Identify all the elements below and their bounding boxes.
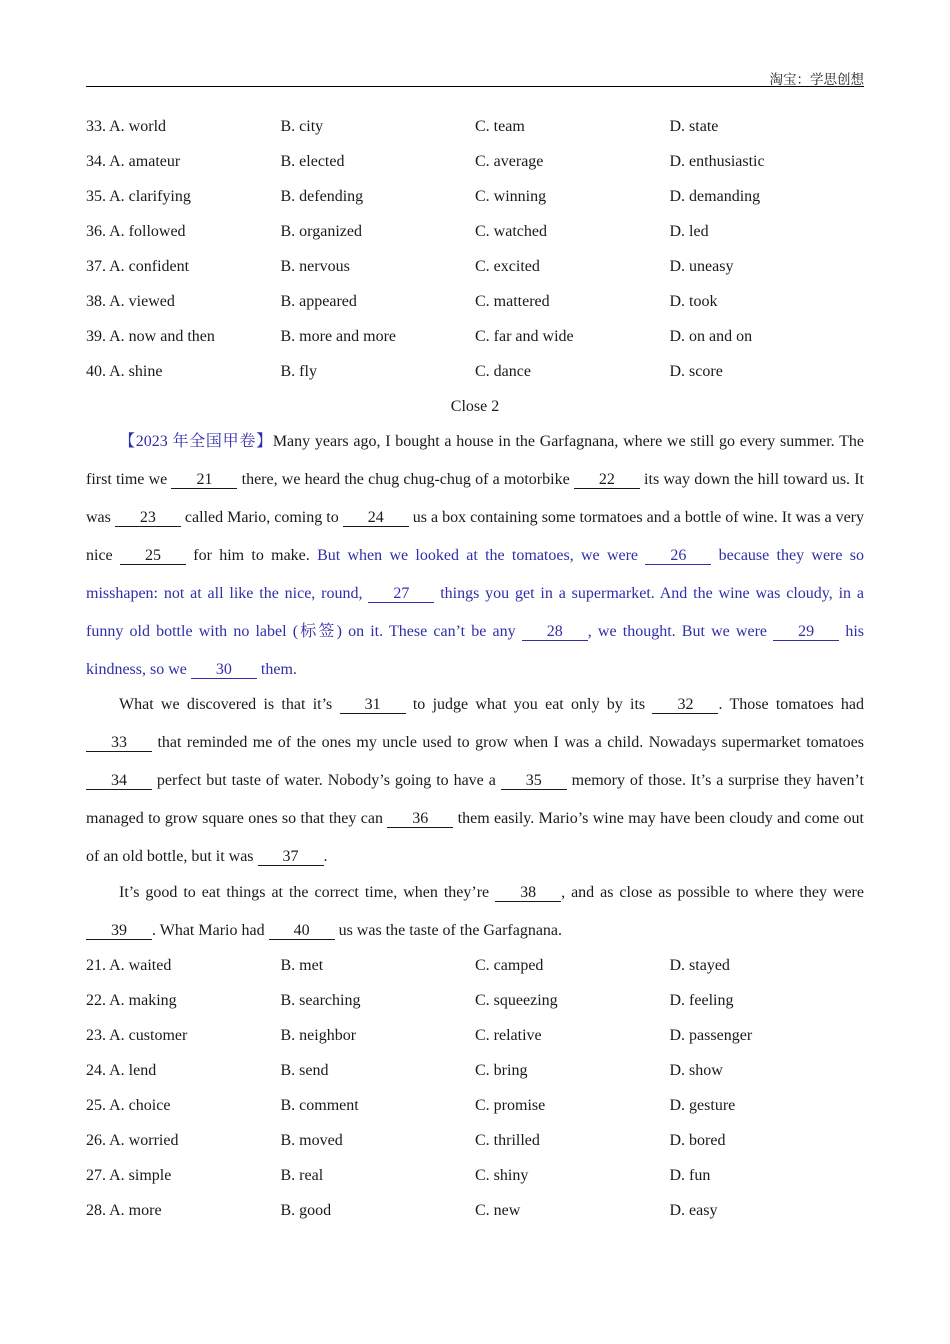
blank-34: 34	[86, 772, 152, 790]
passage-text: to judge what you eat only by its	[405, 696, 653, 713]
question-number: 22.	[86, 992, 106, 1009]
passage-text: .	[323, 848, 328, 865]
option-b: B. defending	[280, 188, 364, 205]
option-c: C. new	[475, 1202, 521, 1219]
option-c: C. bring	[475, 1062, 528, 1079]
option-row-39	[86, 319, 876, 354]
option-a: A. clarifying	[109, 188, 191, 205]
option-row-28	[86, 1193, 876, 1228]
option-d: D. passenger	[669, 1027, 753, 1044]
option-d: D. feeling	[669, 992, 734, 1009]
option-d: D. enthusiastic	[669, 153, 765, 170]
option-c: C. squeezing	[475, 992, 558, 1009]
option-a: A. making	[109, 992, 177, 1009]
blank-29: 29	[773, 623, 839, 641]
blank-32: 32	[652, 696, 718, 714]
passage-text: called Mario, coming to	[180, 509, 343, 526]
option-a: A. choice	[109, 1097, 171, 1114]
passage-text-highlighted: them.	[256, 661, 297, 678]
option-c: C. dance	[475, 363, 531, 380]
blank-40: 40	[269, 922, 335, 940]
question-number: 21.	[86, 957, 106, 974]
question-number: 40.	[86, 363, 106, 380]
blank-33: 33	[86, 734, 152, 752]
option-a: A. worried	[109, 1132, 179, 1149]
option-a: A. simple	[109, 1167, 172, 1184]
blank-23: 23	[115, 509, 181, 527]
passage-text: there, we heard the chug chug-chug of a motorbike	[237, 471, 574, 488]
passage-text: . What Mario had	[152, 922, 269, 939]
option-row-22	[86, 983, 876, 1018]
option-c: C. relative	[475, 1027, 542, 1044]
passage-text-highlighted: , we thought. But we were	[587, 623, 774, 640]
option-c: C. shiny	[475, 1167, 529, 1184]
passage-text: us a box containing some tormatoes and a bottle of wine. It was a very nice	[86, 509, 864, 564]
option-d: D. score	[669, 363, 723, 380]
option-d: D. fun	[669, 1167, 711, 1184]
option-a: A. customer	[109, 1027, 188, 1044]
question-number: 38.	[86, 293, 106, 310]
option-a: A. amateur	[109, 153, 181, 170]
blank-30: 30	[191, 661, 257, 679]
option-row-24	[86, 1053, 876, 1088]
passage-text: Many years ago, I bought a house in the Garfagnana, where we still go every summer. The first time we	[86, 433, 864, 488]
option-b: B. nervous	[280, 258, 350, 275]
option-d: D. gesture	[669, 1097, 736, 1114]
options-list-bottom	[86, 948, 876, 1228]
option-row-23	[86, 1018, 876, 1053]
header-shop-label: 淘宝：学思创想	[769, 72, 864, 88]
option-a: A. world	[109, 118, 167, 135]
option-c: C. camped	[475, 957, 544, 974]
option-row-27	[86, 1158, 876, 1193]
passage-text-highlighted: But when we looked at the tomatoes, we were	[317, 547, 646, 564]
passage-text: , and as close as possible to where they were	[561, 884, 864, 901]
question-number: 33.	[86, 118, 106, 135]
option-d: D. led	[669, 223, 709, 240]
blank-38: 38	[495, 884, 561, 902]
option-row-37	[86, 249, 876, 284]
section-title: Close 2	[450, 398, 500, 415]
blank-25: 25	[120, 547, 186, 565]
option-d: D. easy	[669, 1202, 718, 1219]
option-b: B. more and more	[280, 328, 397, 345]
option-b: B. appeared	[280, 293, 357, 310]
blank-21: 21	[171, 471, 237, 489]
option-c: C. promise	[475, 1097, 546, 1114]
blank-36: 36	[387, 810, 453, 828]
option-d: D. state	[669, 118, 719, 135]
passage-text: What we discovered is that it’s	[119, 696, 340, 713]
option-b: B. city	[280, 118, 324, 135]
option-b: B. comment	[280, 1097, 359, 1114]
option-b: B. met	[280, 957, 324, 974]
option-row-26	[86, 1123, 876, 1158]
blank-31: 31	[340, 696, 406, 714]
passage-text: perfect but taste of water. Nobody’s going to have a	[152, 772, 501, 789]
option-d: D. on and on	[669, 328, 753, 345]
blank-26: 26	[645, 547, 711, 565]
option-a: A. shine	[109, 363, 163, 380]
options-list-top	[86, 109, 876, 389]
passage-text: that reminded me of the ones my uncle used to grow when I was a child. Nowadays supermarket tomatoes	[152, 734, 864, 751]
passage-paragraph-2	[86, 686, 864, 876]
option-c: C. average	[475, 153, 544, 170]
question-number: 39.	[86, 328, 106, 345]
blank-22: 22	[574, 471, 640, 489]
question-number: 27.	[86, 1167, 106, 1184]
question-number: 23.	[86, 1027, 106, 1044]
option-c: C. winning	[475, 188, 547, 205]
option-a: A. now and then	[109, 328, 215, 345]
passage-text: them easily. Mario’s wine may have been cloudy and come out of an old bottle, but it was	[86, 810, 864, 865]
option-b: B. real	[280, 1167, 324, 1184]
option-c: C. far and wide	[475, 328, 574, 345]
option-d: D. took	[669, 293, 718, 310]
blank-24: 24	[343, 509, 409, 527]
question-number: 34.	[86, 153, 106, 170]
option-b: B. elected	[280, 153, 345, 170]
option-b: B. neighbor	[280, 1027, 357, 1044]
option-b: B. organized	[280, 223, 362, 240]
option-row-21	[86, 948, 876, 983]
blank-28: 28	[522, 623, 588, 641]
option-row-25	[86, 1088, 876, 1123]
question-number: 25.	[86, 1097, 106, 1114]
option-row-33	[86, 109, 876, 144]
question-number: 37.	[86, 258, 106, 275]
question-number: 28.	[86, 1202, 106, 1219]
option-b: B. moved	[280, 1132, 343, 1149]
passage-text: its way down the hill toward us. It was	[86, 471, 864, 526]
question-number: 36.	[86, 223, 106, 240]
blank-27: 27	[368, 585, 434, 603]
passage-text-highlighted: things you get in a supermarket. And the wine was cloudy, in a funny old bottle with no label (标签) on it. These can’t be any	[86, 585, 865, 640]
option-c: C. excited	[475, 258, 540, 275]
passage-text: It’s good to eat things at the correct time, when they’re	[119, 884, 496, 901]
option-a: A. waited	[109, 957, 172, 974]
option-d: D. uneasy	[669, 258, 734, 275]
passage-paragraph-1	[86, 423, 864, 689]
option-d: D. bored	[669, 1132, 726, 1149]
option-a: A. followed	[109, 223, 186, 240]
option-row-38	[86, 284, 876, 319]
passage-text-highlighted: his kindness, so we	[86, 623, 865, 678]
blank-37: 37	[258, 848, 324, 866]
option-c: C. watched	[475, 223, 547, 240]
blank-35: 35	[501, 772, 567, 790]
option-b: B. good	[280, 1202, 332, 1219]
passage-text: us was the taste of the Garfagnana.	[334, 922, 563, 939]
option-c: C. team	[475, 118, 525, 135]
option-a: A. confident	[109, 258, 190, 275]
option-a: A. more	[109, 1202, 162, 1219]
option-d: D. demanding	[669, 188, 761, 205]
passage-text: for him to make.	[185, 547, 318, 564]
passage-text-highlighted: because they were so misshapen: not at all like the nice, round,	[86, 547, 865, 602]
option-a: A. viewed	[109, 293, 175, 310]
passage-text: . Those tomatoes had	[718, 696, 864, 713]
page-header	[86, 66, 864, 87]
option-row-35	[86, 179, 876, 214]
option-b: B. searching	[280, 992, 361, 1009]
option-c: C. thrilled	[475, 1132, 540, 1149]
option-row-40	[86, 354, 876, 389]
question-number: 24.	[86, 1062, 106, 1079]
option-c: C. mattered	[475, 293, 550, 310]
blank-39: 39	[86, 922, 152, 940]
option-row-34	[86, 144, 876, 179]
option-a: A. lend	[109, 1062, 157, 1079]
question-number: 26.	[86, 1132, 106, 1149]
passage-text: memory of those. It’s a surprise they haven’t managed to grow square ones so that they can	[86, 772, 865, 827]
option-d: D. stayed	[669, 957, 730, 974]
option-row-36	[86, 214, 876, 249]
option-d: D. show	[669, 1062, 723, 1079]
passage-paragraph-3	[86, 874, 864, 950]
option-b: B. send	[280, 1062, 329, 1079]
question-number: 35.	[86, 188, 106, 205]
source-tag: 【2023 年全国甲卷】	[119, 433, 273, 450]
option-b: B. fly	[280, 363, 317, 380]
